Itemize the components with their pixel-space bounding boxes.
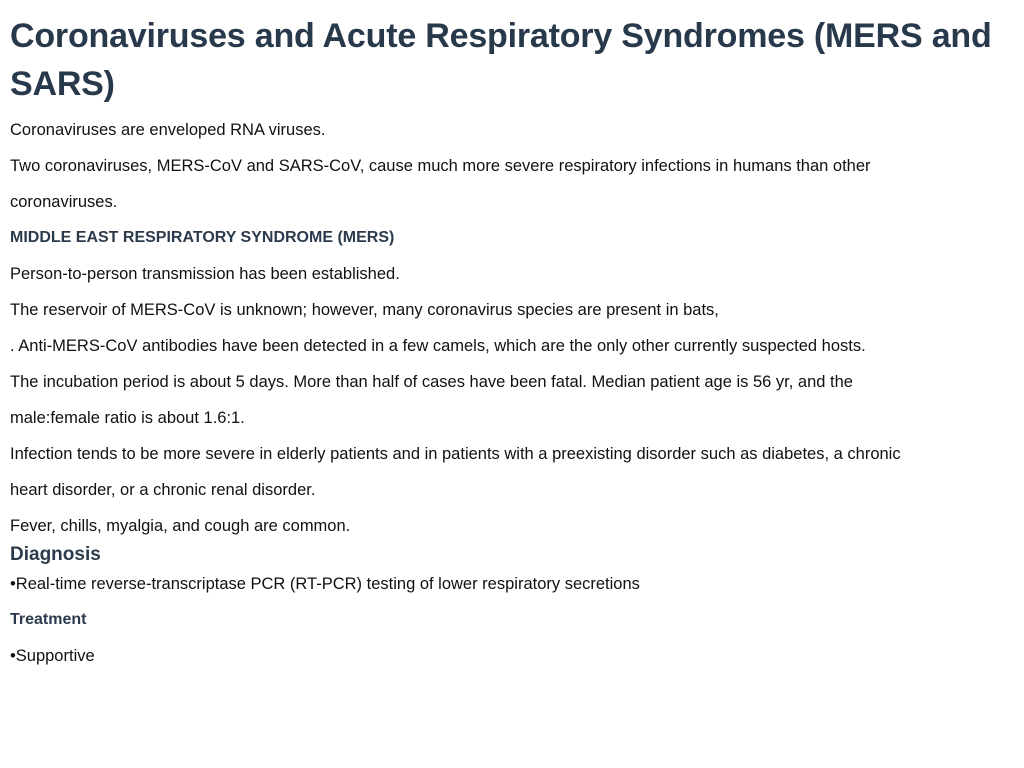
mers-line-3: . Anti-MERS-CoV antibodies have been detected in a few camels, which are the only other currently suspected hosts. — [10, 337, 866, 355]
mers-line-5: male:female ratio is about 1.6:1. — [10, 409, 245, 427]
mers-line-7: heart disorder, or a chronic renal disorder. — [10, 481, 316, 499]
slide-body — [10, 112, 1014, 674]
slide-content — [10, 12, 1014, 674]
diagnosis-bullet: •Real-time reverse-transcriptase PCR (RT-PCR) testing of lower respiratory secretions — [10, 575, 640, 593]
treatment-heading: Treatment — [10, 611, 87, 628]
page-title: Coronaviruses and Acute Respiratory Syndromes (MERS and SARS) — [10, 17, 992, 103]
mers-line-8: Fever, chills, myalgia, and cough are common. — [10, 517, 351, 535]
mers-line-4: The incubation period is about 5 days. More than half of cases have been fatal. Median patient age is 56 yr, and the — [10, 373, 853, 391]
mers-line-1: Person-to-person transmission has been established. — [10, 265, 400, 283]
treatment-bullet: •Supportive — [10, 647, 95, 665]
diagnosis-heading: Diagnosis — [10, 544, 101, 565]
mers-line-6: Infection tends to be more severe in elderly patients and in patients with a preexisting disorder such as diabetes, a chronic — [10, 445, 901, 463]
intro-line-3: coronaviruses. — [10, 193, 118, 211]
mers-heading: MIDDLE EAST RESPIRATORY SYNDROME (MERS) — [10, 229, 395, 246]
intro-line-1: Coronaviruses are enveloped RNA viruses. — [10, 121, 326, 139]
intro-line-2: Two coronaviruses, MERS-CoV and SARS-CoV, cause much more severe respiratory infections in humans than other — [10, 157, 871, 175]
mers-line-2: The reservoir of MERS-CoV is unknown; however, many coronavirus species are present in bats, — [10, 301, 719, 319]
